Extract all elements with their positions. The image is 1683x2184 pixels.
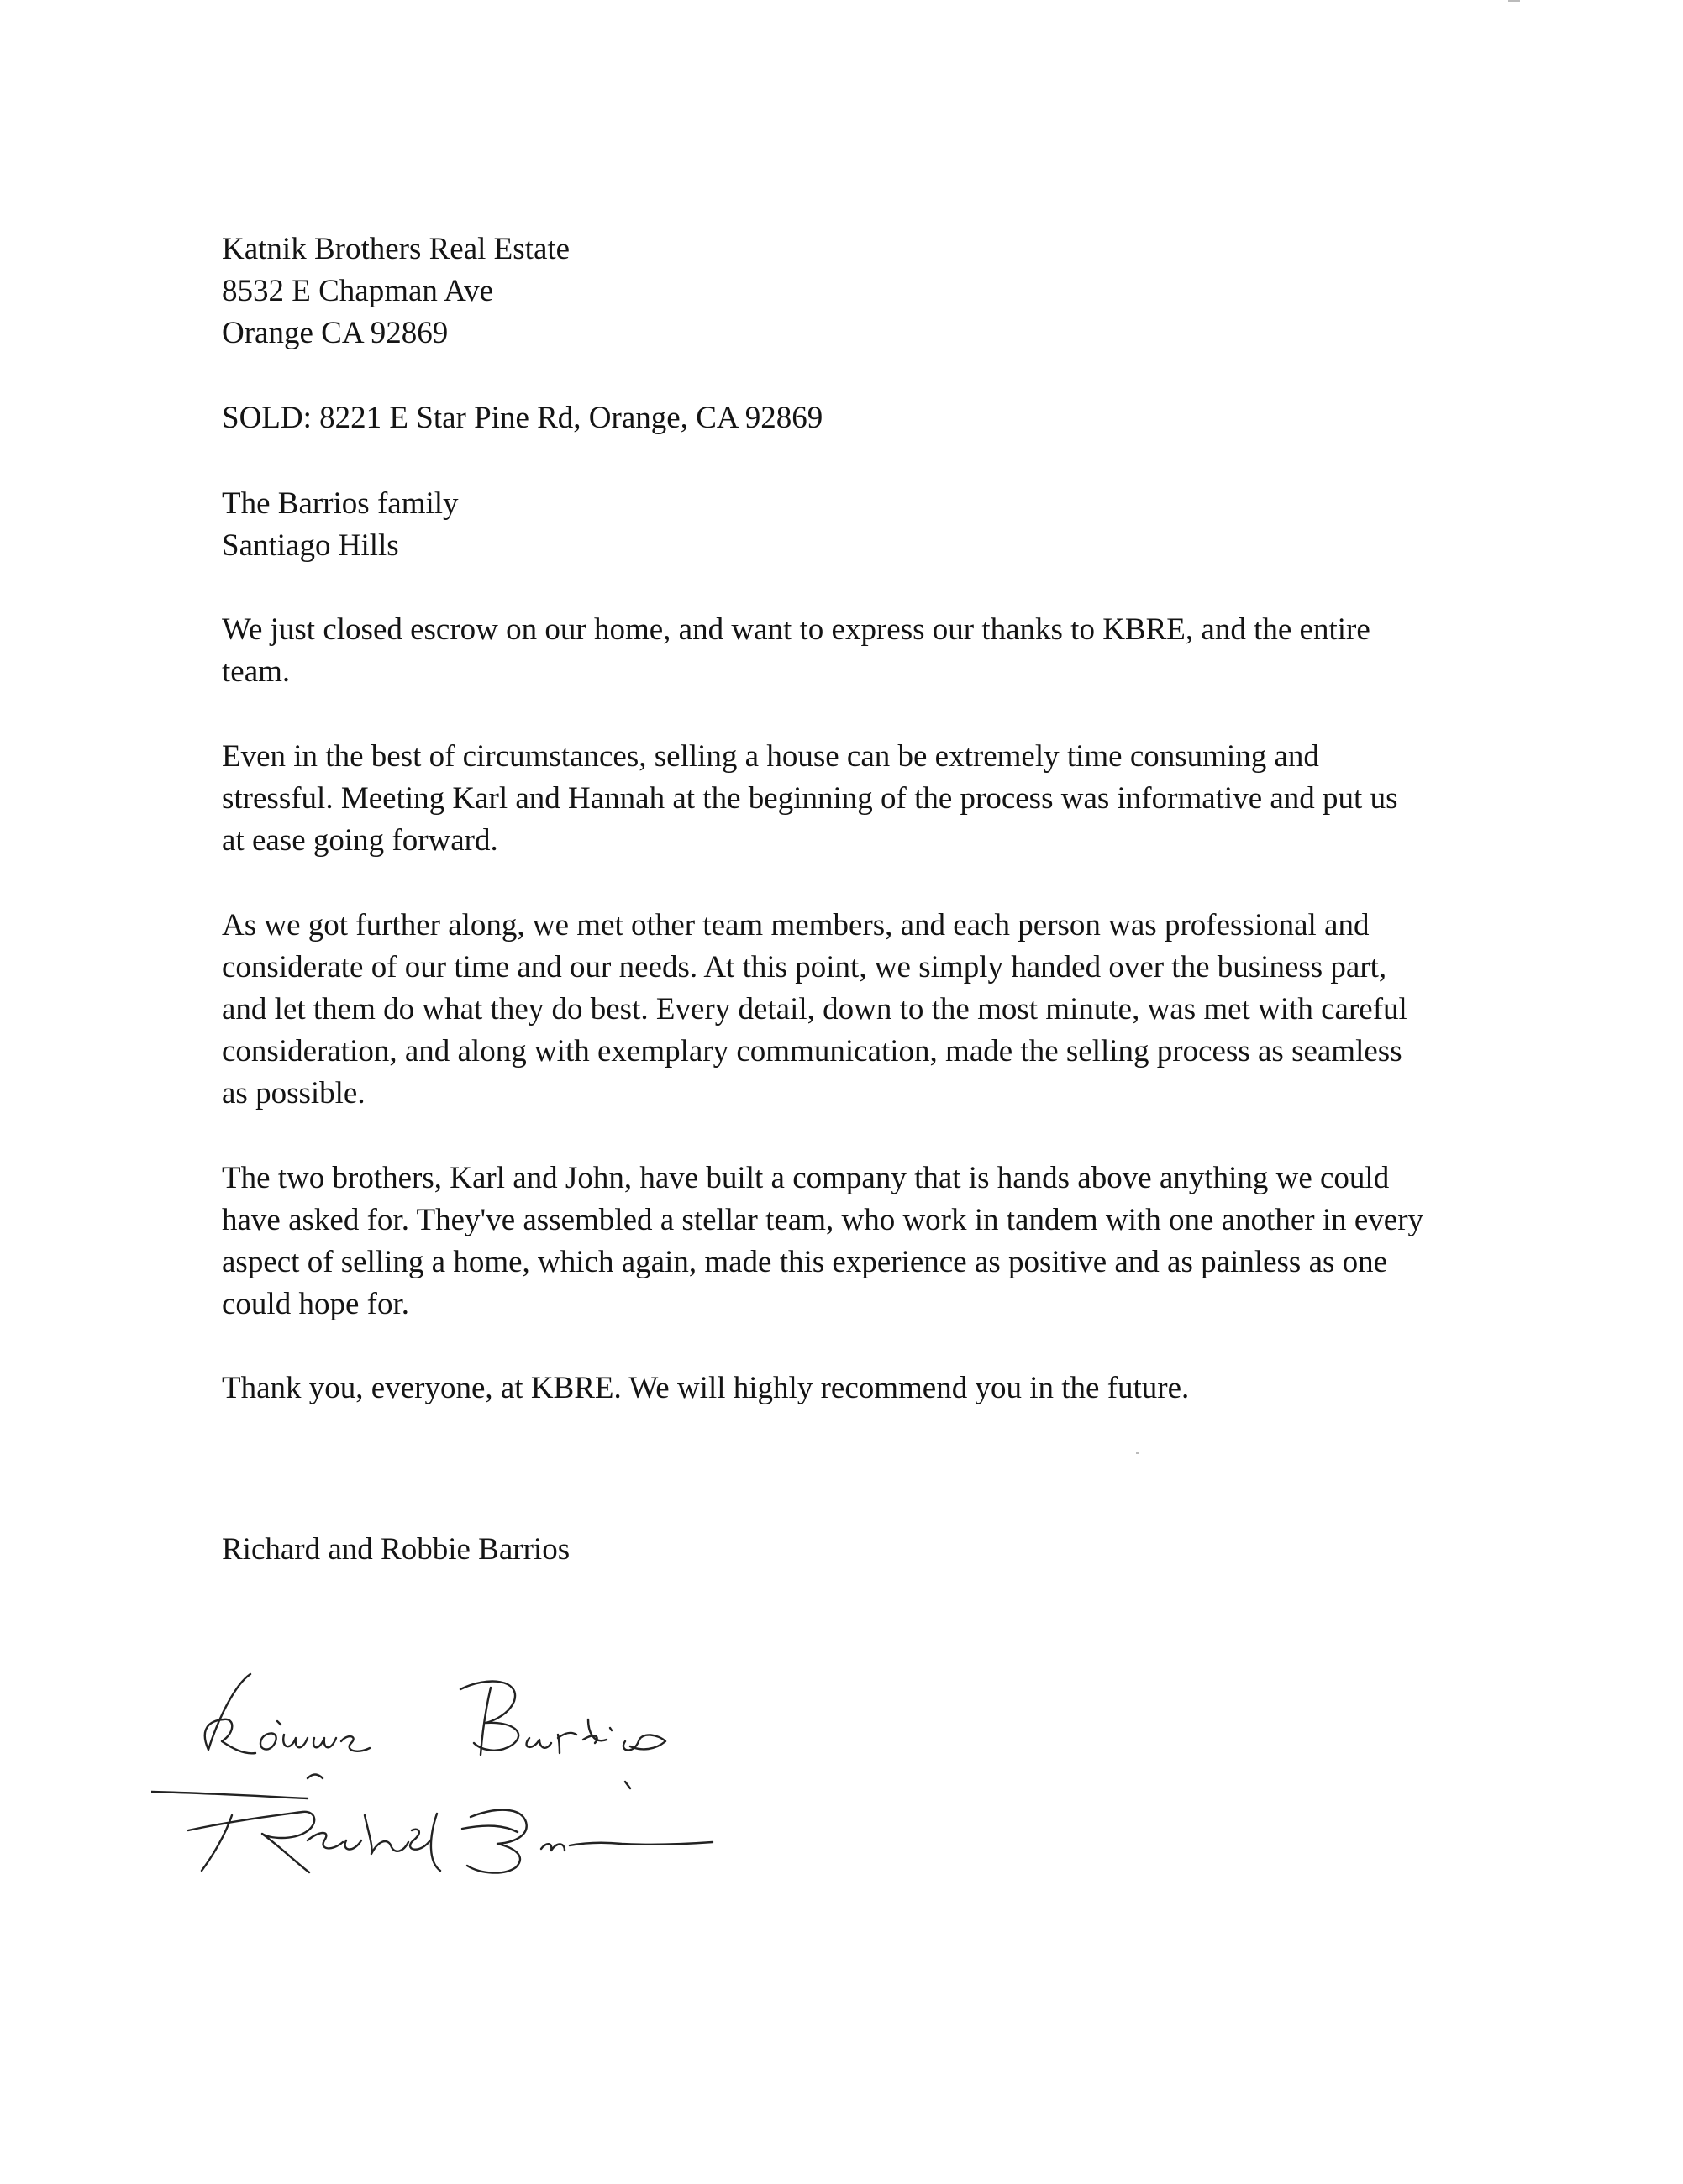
paragraph-4 bbox=[222, 1158, 1465, 1326]
richard-signature bbox=[151, 1792, 713, 1873]
recipient-street: 8532 E Chapman Ave bbox=[222, 274, 494, 308]
paragraph-line: Thank you, everyone, at KBRE. We will highly recommend you in the future. bbox=[222, 1371, 1190, 1405]
paragraph-line: We just closed escrow on our home, and want to express our thanks to KBRE, and the entire bbox=[222, 612, 1370, 647]
sold-address: SOLD: 8221 E Star Pine Rd, Orange, CA 92869 bbox=[222, 401, 823, 435]
paragraph-line: consideration, and along with exemplary communication, made the selling process as seamless bbox=[222, 1034, 1402, 1068]
paragraph-line: could hope for. bbox=[222, 1287, 409, 1321]
signers-name: Richard and Robbie Barrios bbox=[222, 1532, 571, 1567]
recipient-address bbox=[222, 228, 570, 354]
sold-property-line bbox=[222, 397, 823, 439]
paragraph-line: considerate of our time and our needs. At this point, we simply handed over the business part, bbox=[222, 950, 1387, 984]
paragraph-line: and let them do what they do best. Every detail, down to the most minute, was met with careful bbox=[222, 992, 1407, 1026]
paragraph-line: have asked for. They've assembled a stellar team, who work in tandem with one another in every bbox=[222, 1203, 1424, 1237]
paragraph-1 bbox=[222, 609, 1465, 693]
paragraph-line: The two brothers, Karl and John, have built a company that is hands above anything we could bbox=[222, 1161, 1390, 1195]
paragraph-line: as possible. bbox=[222, 1076, 366, 1110]
paragraph-line: team. bbox=[222, 654, 291, 689]
sender-location: Santiago Hills bbox=[222, 528, 399, 563]
paragraph-line: at ease going forward. bbox=[222, 823, 498, 858]
recipient-company: Katnik Brothers Real Estate bbox=[222, 232, 571, 266]
closing-signature-name bbox=[222, 1529, 570, 1571]
paragraph-5 bbox=[222, 1368, 1465, 1410]
handwritten-signatures bbox=[151, 1651, 907, 1928]
paragraph-line: Even in the best of circumstances, selling a house can be extremely time consuming and bbox=[222, 739, 1319, 774]
paragraph-line: aspect of selling a home, which again, made this experience as positive and as painless as one bbox=[222, 1245, 1388, 1279]
scan-speck bbox=[1508, 0, 1520, 2]
sender-family: The Barrios family bbox=[222, 486, 459, 521]
robbie-signature bbox=[205, 1674, 665, 1788]
sender-info bbox=[222, 483, 459, 567]
paragraph-3 bbox=[222, 905, 1465, 1115]
paragraph-line: stressful. Meeting Karl and Hannah at the beginning of the process was informative and put us bbox=[222, 781, 1398, 816]
paragraph-line: As we got further along, we met other team members, and each person was professional and bbox=[222, 908, 1370, 942]
scan-speck bbox=[1136, 1452, 1139, 1454]
recipient-city: Orange CA 92869 bbox=[222, 316, 449, 350]
paragraph-2 bbox=[222, 736, 1465, 862]
